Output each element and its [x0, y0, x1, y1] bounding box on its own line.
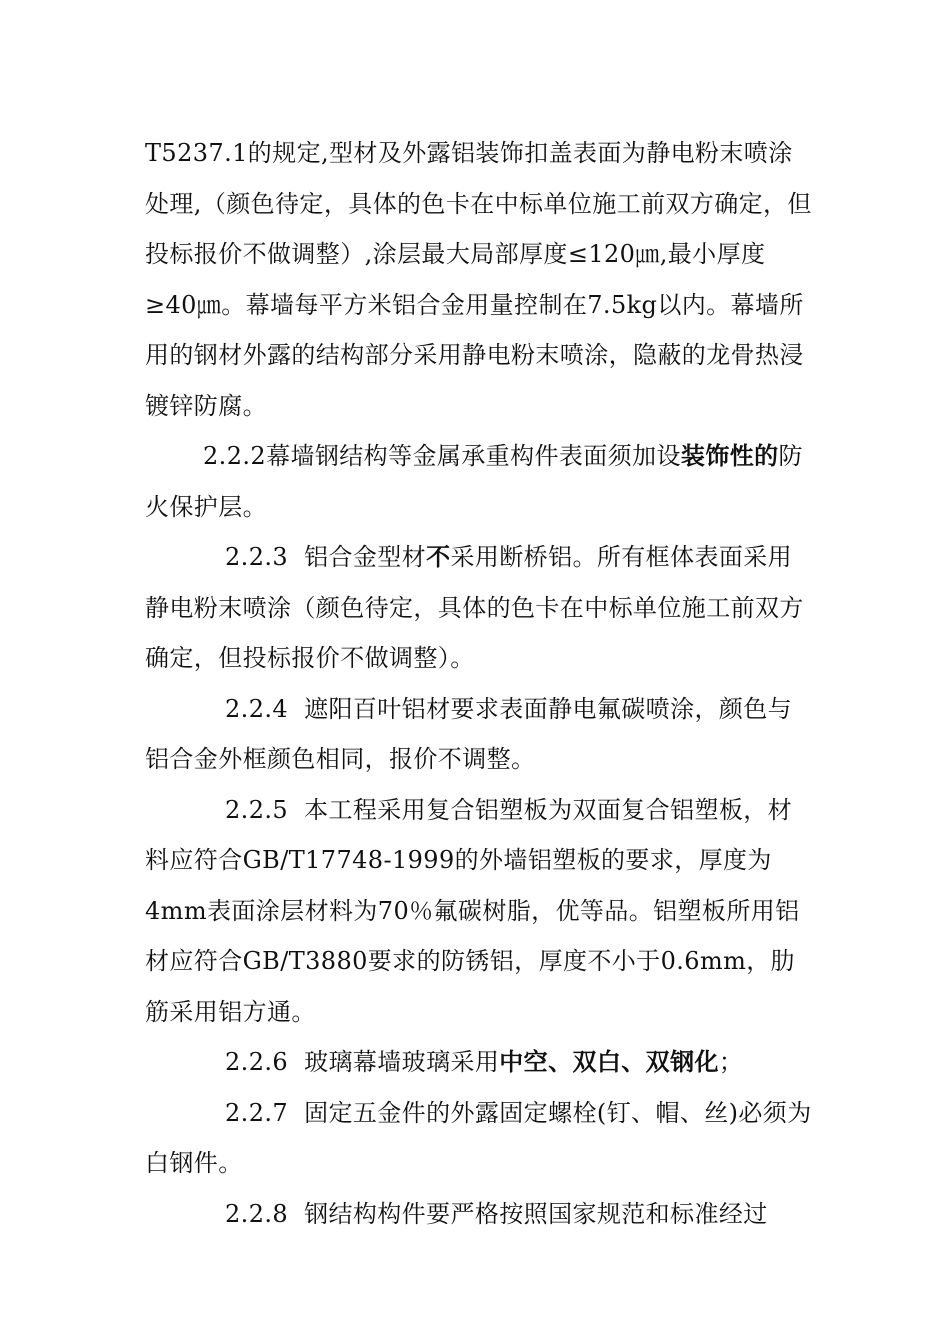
clause-number: 2.2.3	[225, 543, 289, 571]
paragraph-2-2-4	[145, 684, 813, 785]
paragraph-2-2-2	[145, 431, 813, 532]
clause-number: 2.2.4	[225, 694, 289, 723]
clause-text: 固定五金件的外露固定螺栓(钉、帽、丝)必须为白钢件。	[145, 1098, 812, 1177]
clause-text-end: 采用断桥铝。所有框体表面采用静电粉末喷涂（颜色待定，具体的色卡在中标单位施工前双方确定，但投标报价不做调整）。	[145, 543, 804, 672]
paragraph-continued: T5237.1的规定,型材及外露铝装饰扣盖表面为静电粉末喷涂处理,（颜色待定，具体的色卡在中标单位施工前双方确定，但投标报价不做调整）,涂层最大局部厚度≤120㎛,最小厚度≥40㎛。幕墙每平方米铝合金用量控制在7.5kg以内。幕墙所用的钢材外露的结构部分采用静电粉末喷涂，隐蔽的龙骨热浸镀锌防腐。	[145, 139, 812, 420]
paragraph-2-2-5	[145, 785, 813, 1038]
clause-text-end: ；	[718, 1048, 744, 1076]
clause-number: 2.2.8	[225, 1199, 289, 1228]
clause-emphasis: 不	[426, 543, 451, 571]
paragraph-2-2-7	[145, 1088, 813, 1189]
clause-text: 钢结构构件要严格按照国家规范和标准经过	[304, 1199, 768, 1228]
clause-text: 遮阳百叶铝材要求表面静电氟碳喷涂，颜色与铝合金外框颜色相同，报价不调整。	[145, 694, 793, 773]
clause-number: 2.2.5	[225, 795, 289, 824]
paragraph-2-2-6	[145, 1037, 813, 1088]
clause-text: 幕墙钢结构等金属承重构件表面须加设	[266, 442, 681, 470]
clause-text: 本工程采用复合铝塑板为双面复合铝塑板，材料应符合GB/T17748-1999的外墙铝塑板的要求，厚度为4mm表面涂层材料为70％氟碳树脂，优等品。铝塑板所用铝材应符合GB/T3880要求的防锈铝，厚度不小于0.6mm，肋筋采用铝方通。	[145, 795, 800, 1026]
clause-number: 2.2.6	[225, 1048, 289, 1076]
clause-text: 玻璃幕墙玻璃采用	[304, 1048, 500, 1076]
paragraph-2-2-8	[145, 1189, 813, 1240]
clause-emphasis: 装饰性的	[680, 442, 779, 470]
paragraph-2-2-3	[145, 532, 813, 684]
clause-text-end: 防火保护层。	[145, 442, 803, 521]
clause-text: 铝合金型材	[304, 543, 427, 571]
clause-emphasis: 中空、双白、双钢化	[499, 1048, 719, 1076]
clause-number: 2.2.2	[203, 442, 267, 470]
document-body	[145, 128, 813, 1239]
clause-number: 2.2.7	[225, 1098, 289, 1127]
